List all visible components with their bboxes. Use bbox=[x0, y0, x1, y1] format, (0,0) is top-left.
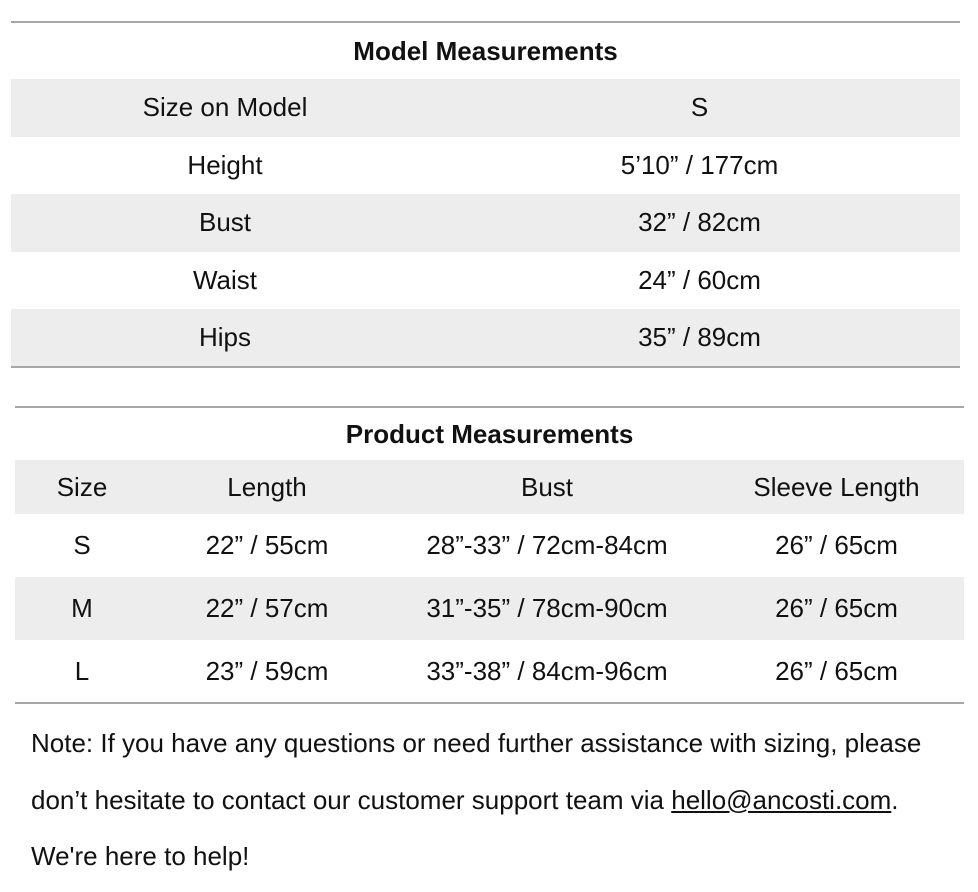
table-row bbox=[11, 79, 960, 137]
table-row bbox=[15, 577, 964, 640]
column-header: Size bbox=[15, 460, 149, 514]
row-label: Waist bbox=[192, 264, 258, 295]
bust-cell: 31”-35” / 78cm-90cm bbox=[385, 577, 709, 640]
table-row bbox=[11, 194, 960, 252]
row-value: 24” / 60cm bbox=[638, 264, 761, 295]
row-label: Hips bbox=[11, 309, 439, 367]
sizing-note bbox=[31, 715, 961, 885]
row-value: 32” / 82cm bbox=[439, 194, 960, 252]
note-text: Note: If you have any questions or need further assistance with sizing, please don’t hesitate to contact our customer support team via bbox=[31, 728, 922, 815]
note-text-end: . We're here to help! bbox=[31, 784, 899, 871]
column-header: Length bbox=[149, 460, 385, 514]
table-header-row bbox=[15, 460, 964, 514]
table-row bbox=[15, 640, 964, 703]
column-header: Bust bbox=[385, 460, 709, 514]
table-row bbox=[11, 252, 960, 310]
sleeve-length-cell: 26” / 65cm bbox=[709, 640, 964, 703]
row-label: Height bbox=[187, 149, 263, 180]
row-value: S bbox=[439, 79, 960, 137]
row-label: Size on Model bbox=[11, 79, 439, 137]
row-value: 35” / 89cm bbox=[439, 309, 960, 367]
length-cell: 23” / 59cm bbox=[149, 640, 385, 703]
size-cell: S bbox=[73, 530, 91, 560]
model-measurements-title: Model Measurements bbox=[11, 22, 960, 79]
size-cell: L bbox=[15, 640, 149, 703]
bust-cell: 33”-38” / 84cm-96cm bbox=[385, 640, 709, 703]
model-measurements-table bbox=[11, 21, 960, 368]
row-label: Bust bbox=[11, 194, 439, 252]
length-cell: 22” / 55cm bbox=[205, 530, 329, 560]
column-header: Sleeve Length bbox=[709, 460, 964, 514]
size-cell: M bbox=[15, 577, 149, 640]
support-email-link[interactable]: hello@ancosti.com bbox=[671, 784, 892, 815]
table-row bbox=[15, 514, 964, 577]
bust-cell: 28”-33” / 72cm-84cm bbox=[426, 530, 668, 560]
table-row bbox=[11, 309, 960, 367]
row-value: 5’10” / 177cm bbox=[620, 149, 779, 180]
product-measurements-table bbox=[15, 406, 964, 704]
sleeve-length-cell: 26” / 65cm bbox=[709, 577, 964, 640]
length-cell: 22” / 57cm bbox=[149, 577, 385, 640]
sleeve-length-cell: 26” / 65cm bbox=[775, 530, 898, 560]
product-measurements-title: Product Measurements bbox=[15, 407, 964, 460]
table-row bbox=[11, 137, 960, 195]
